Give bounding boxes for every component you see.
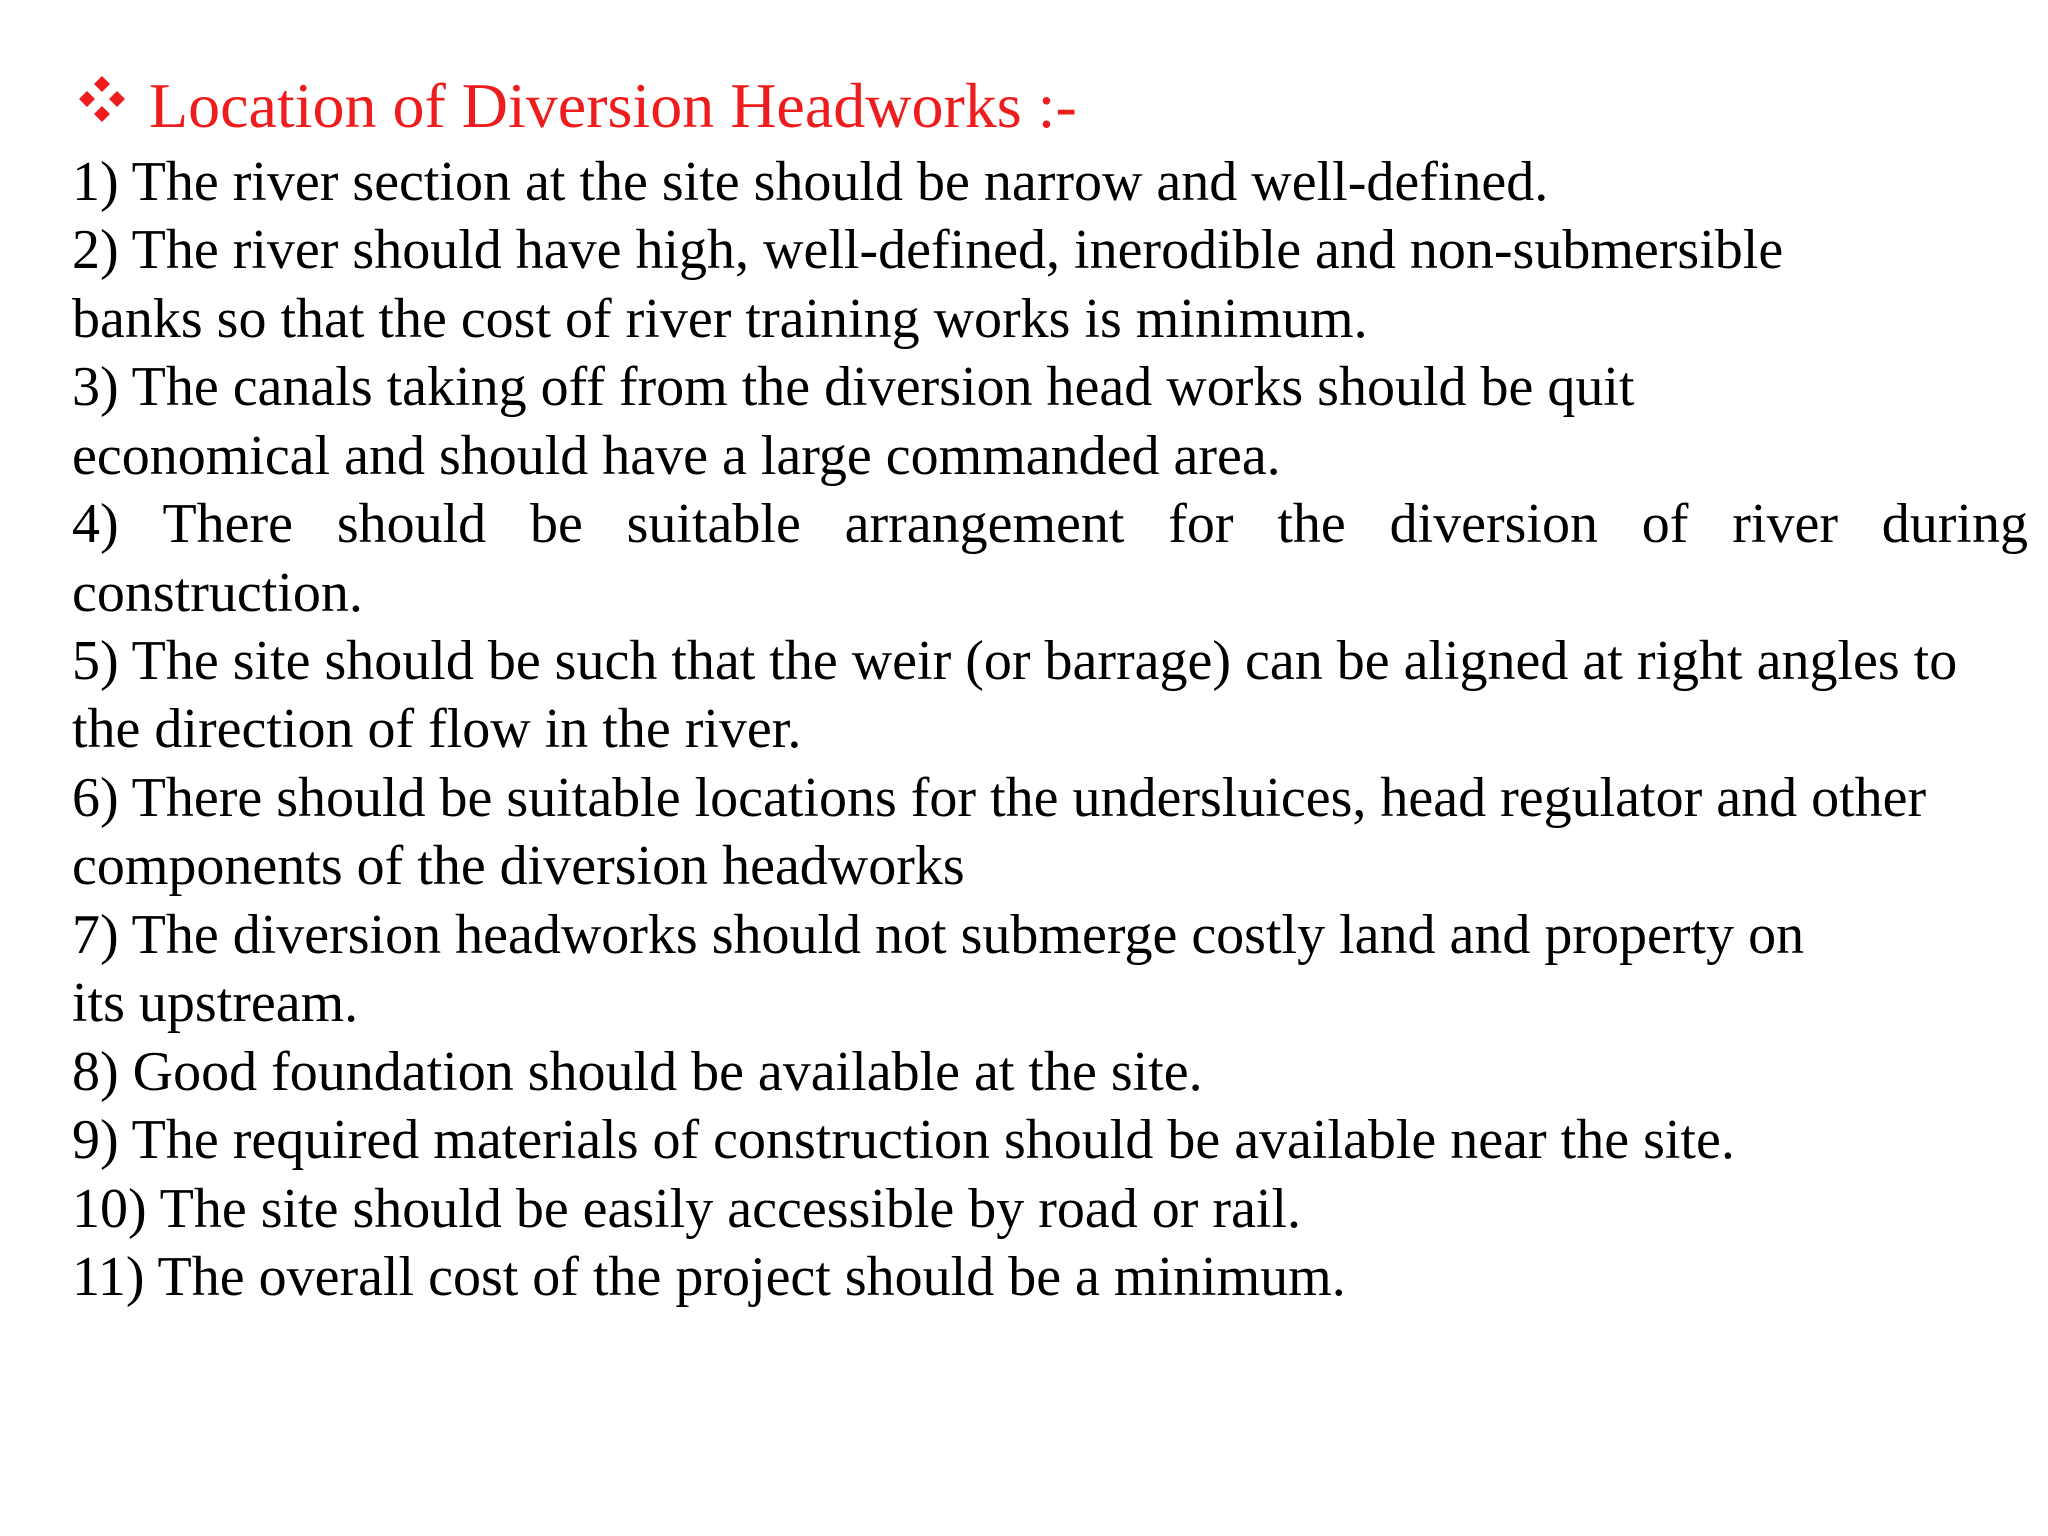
justified-word: 4): [72, 493, 119, 555]
justified-word: should: [336, 493, 487, 555]
point-2-line-1: 2) The river should have high, well-defined, inerodible and non-submersible: [72, 219, 1784, 281]
point-3-line-2: economical and should have a large commanded area.: [72, 425, 1281, 487]
point-4-line-1: [72, 492, 2028, 556]
point-7-line-1: 7) The diversion headworks should not submerge costly land and property on: [72, 904, 1805, 966]
point-2-line-2: banks so that the cost of river training works is minimum.: [72, 288, 1368, 350]
four-diamonds-bullet-icon: [77, 74, 127, 124]
point-11-line: 11) The overall cost of the project should be a minimum.: [72, 1246, 1346, 1308]
title-row: [77, 66, 1077, 146]
justified-word: during: [1881, 493, 2028, 555]
point-10-line: 10) The site should be easily accessible by road or rail.: [72, 1178, 1302, 1240]
justified-word: the: [1277, 493, 1346, 555]
point-4-line-2: construction.: [72, 562, 363, 624]
justified-word: arrangement: [844, 493, 1125, 555]
justified-word: There: [162, 493, 294, 555]
justified-word: be: [529, 493, 583, 555]
point-9-line: 9) The required materials of construction should be available near the site.: [72, 1109, 1735, 1171]
point-6-line-1: 6) There should be suitable locations for the undersluices, head regulator and other: [72, 767, 1927, 829]
justified-word: diversion: [1389, 493, 1598, 555]
point-3-line-1: 3) The canals taking off from the diversion head works should be quit: [72, 356, 1635, 418]
point-5-line-2: the direction of flow in the river.: [72, 698, 802, 760]
justified-word: of: [1641, 493, 1689, 555]
point-6-line-2: components of the diversion headworks: [72, 835, 965, 897]
point-1-line: 1) The river section at the site should be narrow and well-defined.: [72, 151, 1549, 213]
point-8-line: 8) Good foundation should be available at the site.: [72, 1041, 1203, 1103]
point-5-line-1: 5) The site should be such that the weir (or barrage) can be aligned at right angles to: [72, 630, 1958, 692]
justified-word: river: [1732, 493, 1838, 555]
slide-title: Location of Diversion Headworks :-: [149, 70, 1077, 141]
point-7-line-2: its upstream.: [72, 972, 359, 1034]
justified-word: suitable: [626, 493, 801, 555]
justified-word: for: [1168, 493, 1234, 555]
